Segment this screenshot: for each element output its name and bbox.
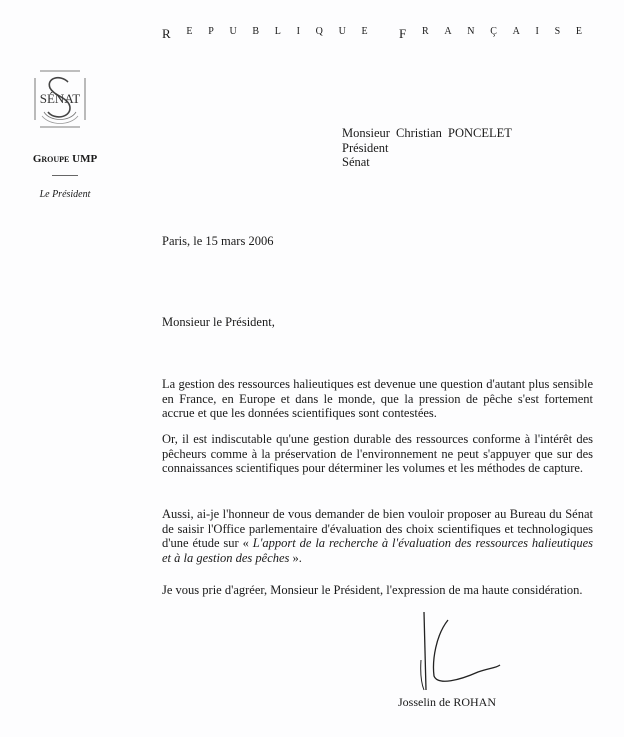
paragraph-2: Or, il est indiscutable qu'une gestion durable des ressources conforme à l'intérêt des pêcheurs comme à la préservation de l'environnement ne peut s'appuyer que sur des connaissances scientifiques pour déterminer les volumes et les méthodes de capture.	[162, 432, 593, 476]
header-letter: Q	[315, 26, 323, 37]
header-letter: U	[338, 26, 346, 37]
addressee-name: Monsieur Christian PONCELET	[342, 126, 512, 140]
signatory-name: Josselin de ROHAN	[398, 695, 496, 709]
group-name: Groupe UMP	[32, 153, 98, 165]
handwritten-signature	[420, 610, 520, 695]
paragraph-3-end: ».	[289, 550, 302, 565]
header-letter: A	[512, 26, 520, 37]
header-letter: E	[361, 26, 368, 37]
header-letter: B	[252, 26, 260, 37]
header-letter: A	[444, 26, 452, 37]
header-letter: F	[399, 26, 407, 41]
header-letter: R	[162, 26, 171, 41]
paragraph-3-text: Aussi, ai-je l'honneur de vous demander de bien vouloir proposer au Bureau du Sénat de saisir l'Office parlementaire d'évaluation des choix scientifiques et technologiques d'une étude sur «	[162, 507, 593, 551]
logo-text: SÉNAT	[39, 91, 81, 106]
closing-paragraph: Je vous prie d'agréer, Monsieur le Président, l'expression de ma haute considération.	[162, 583, 583, 597]
header-letter: R	[421, 26, 429, 37]
header-letter: I	[535, 26, 539, 37]
date-line: Paris, le 15 mars 2006	[162, 234, 274, 248]
header-letter: Ç	[490, 26, 497, 37]
header-letter: L	[274, 26, 281, 37]
paragraph-3	[162, 507, 593, 565]
addressee-title: Président	[342, 140, 389, 155]
header-letter: S	[554, 26, 561, 37]
header-letter: E	[575, 26, 582, 37]
header-letter: I	[296, 26, 300, 37]
republique-francaise-header	[162, 26, 582, 42]
addressee-block	[342, 126, 512, 170]
header-letter: N	[467, 26, 475, 37]
senat-logo	[34, 70, 86, 128]
header-letter: E	[186, 26, 193, 37]
header-letter: U	[229, 26, 237, 37]
addressee-institution: Sénat	[342, 155, 370, 169]
sender-role: Le Président	[39, 189, 91, 200]
divider	[52, 175, 78, 176]
salutation: Monsieur le Président,	[162, 315, 275, 329]
header-letter: P	[208, 26, 214, 37]
paragraph-1: La gestion des ressources halieutiques est devenue une question d'autant plus sensible en France, en Europe et dans le monde, que la pression de pêche s'est fortement accrue et que les données scientifiques sont contestées.	[162, 377, 593, 421]
study-title: L'apport de la recherche à l'évaluation des ressources halieutiques et à la gestion des pêches	[162, 536, 593, 565]
